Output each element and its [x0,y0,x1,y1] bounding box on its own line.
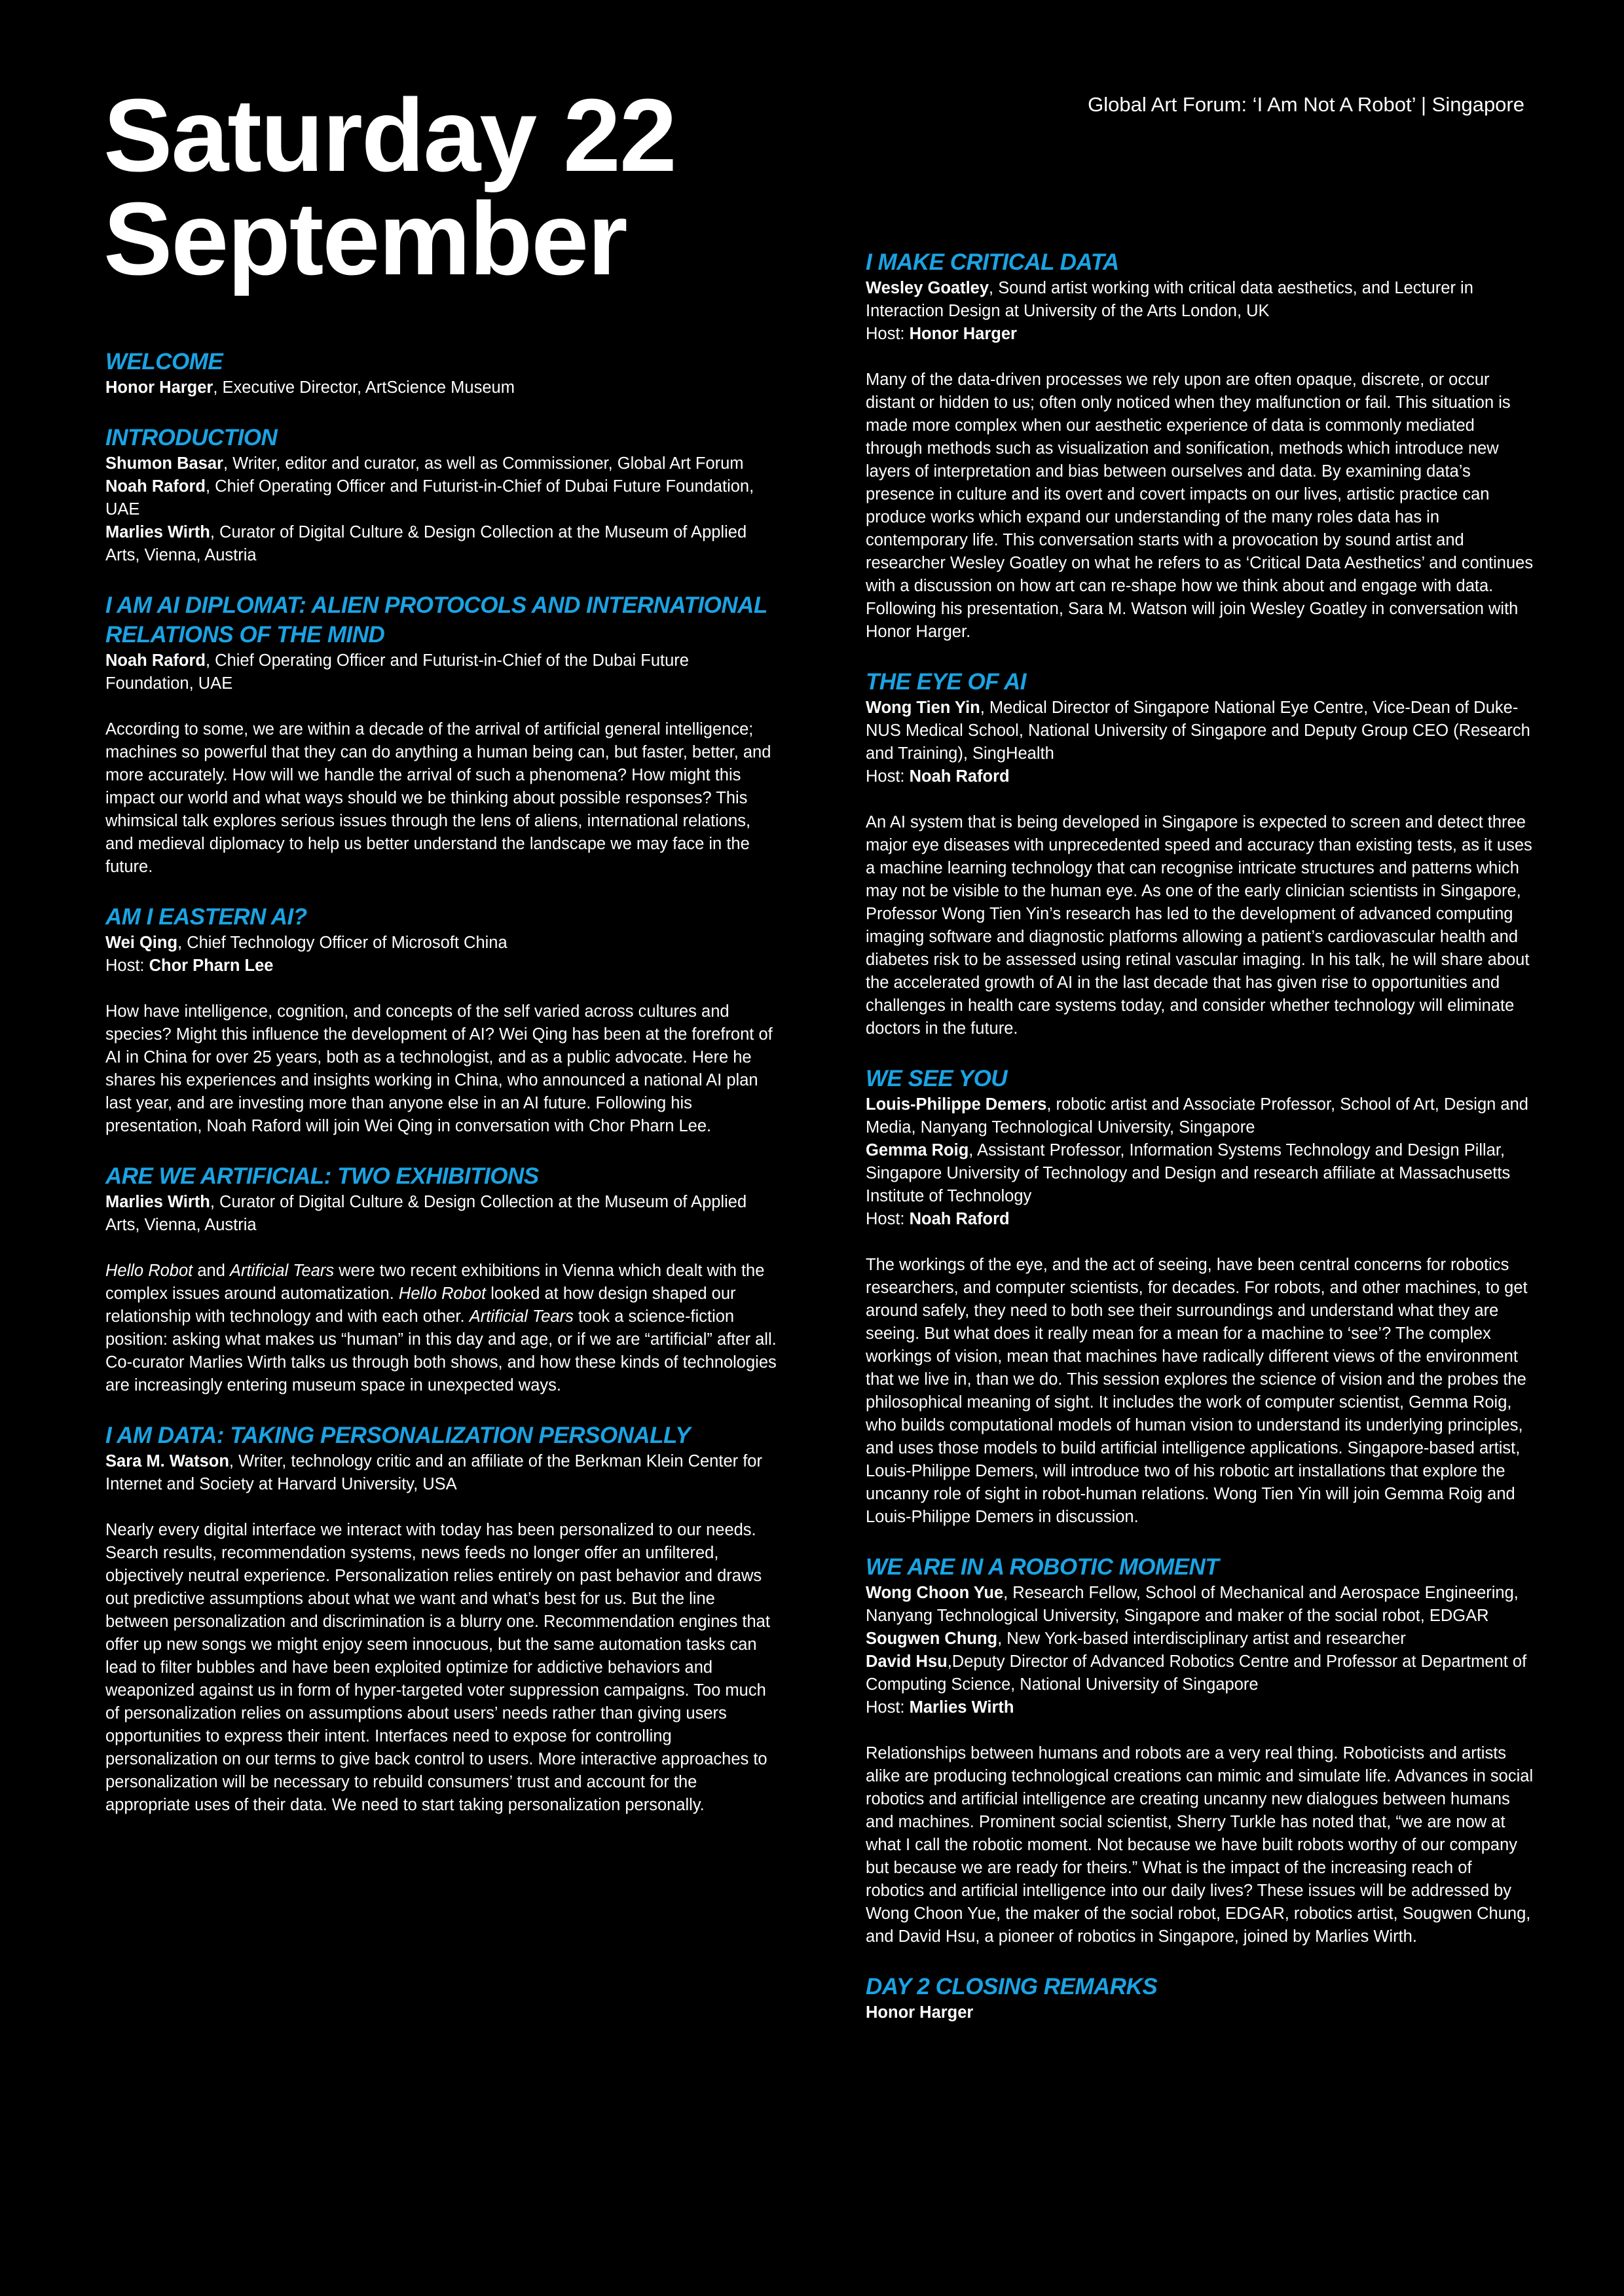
session-description [105,1260,780,1397]
host-name: Marlies Wirth [909,1698,1014,1717]
speaker-name: Wong Tien Yin [866,699,980,717]
speaker-role: , New York-based interdisciplinary artist and researcher [997,1630,1406,1648]
speaker-line [105,452,780,475]
description-text: How have intelligence, cognition, and concepts of the self varied across cultures and species? Might this influence the development of AI? Wei Qing has been at the forefront of AI in China for over 25 years, both as a technologist, and as a public advocate. Here he shares his experiences and insights working in China, who announced a national AI plan last year, and are investing more than anyone else in an AI future. Following his presentation, Noah Raford will join Wei Qing in conversation with Chor Pharn Lee. [105,1002,773,1135]
speaker-line [105,1191,780,1237]
session-section [866,667,1534,1040]
title-month: September [103,181,627,297]
speaker-line [866,1093,1534,1139]
session-section [866,1064,1534,1529]
speaker-line [866,277,1534,323]
session-heading: WELCOME [105,349,223,374]
speaker-role: , Writer, editor and curator, as well as Commissioner, Global Art Forum [223,454,744,473]
speaker-role: , Curator of Digital Culture & Design Collection at the Museum of Applied Arts, Vienna, Austria [105,1193,747,1234]
description-text: took a science-fiction position: asking what makes us “human” in this day and age, or if we are “artificial” after all. Co-curator Marlies Wirth talks us through both shows, and how these kinds of technologies are increasingly entering museum space in unexpected ways. [105,1307,777,1394]
speaker-line [866,1628,1534,1650]
italic-title: Artificial Tears [469,1307,574,1326]
session-heading: WE SEE YOU [866,1066,1008,1091]
speaker-role: , Chief Operating Officer and Futurist-in-Chief of the Dubai Future Foundation, UAE [105,651,689,693]
session-heading: I AM DATA: TAKING PERSONALIZATION PERSONALLY [105,1423,691,1448]
speaker-role: , Medical Director of Singapore National Eye Centre, Vice-Dean of Duke-NUS Medical School, National University of Singapore and Deputy Group CEO (Research and Training), SingHealth [866,699,1530,763]
event-name: Global Art Forum: ‘I Am Not A Robot’ | Singapore [1088,93,1524,116]
session-description [866,1742,1534,1948]
host-name: Chor Pharn Lee [149,957,274,975]
speaker-line [866,1139,1534,1208]
host-name: Noah Raford [909,767,1010,786]
speaker-name: Gemma Roig [866,1141,969,1159]
description-text: An AI system that is being developed in Singapore is expected to screen and detect three major eye diseases with unprecedented speed and accuracy than existing tests, as it uses a machine learning technology that can recognise intricate structures and patterns which may not be visible to the human eye. As one of the early clinician scientists in Singapore, Professor Wong Tien Yin’s research has led to the development of advanced computing imaging software and diagnostic platforms allowing a patient’s cardiovascular health and diabetes risk to be assessed using retinal vascular imaging. In his talk, he will share about the accelerated growth of AI in the last decade that has given rise to opportunities and challenges in health care systems today, and consider whether technology will eliminate doctors in the future. [866,813,1532,1038]
speaker-name: Noah Raford [105,477,206,496]
title-day: Saturday 22 [103,78,676,193]
description-text: looked at how design shaped our relationship with technology and with each other. [105,1285,736,1326]
session-section [105,423,780,567]
session-description [866,369,1534,644]
session-heading: I MAKE CRITICAL DATA [866,249,1119,275]
speaker-name: Wei Qing [105,934,178,952]
host-line [105,955,780,977]
speaker-line [105,376,780,399]
description-text: Many of the data-driven processes we rely upon are often opaque, discrete, or occur distant or hidden to us; often only noticed when they malfunction or fail. This situation is made more complex when our aesthetic experience of data is commonly mediated through methods such as visualization and sonification, methods which introduce new layers of interpretation and bias between ourselves and data. By examining data’s presence in culture and its overt and covert impacts on our lives, artistic practice can produce works which expand our understanding of the many roles data has in contemporary life. This conversation starts with a provocation by sound artist and researcher Wesley Goatley on what he refers to as ‘Critical Data Aesthetics’ and continues with a discussion on how art can re-shape how we think about and engage with data. Following his presentation, Sara M. Watson will join Wesley Goatley in conversation with Honor Harger. [866,371,1534,641]
description-text: and [193,1262,230,1280]
speaker-name: Wesley Goatley [866,279,989,297]
speaker-line [866,1582,1534,1628]
host-name: Honor Harger [909,325,1017,343]
description-text: According to some, we are within a decade of the arrival of artificial general intelligence; machines so powerful that they can do anything a human being can, but faster, better, and more accurately. How will we handle the arrival of such a phenomena? How might this impact our world and what ways should we be thinking about possible responses? This whimsical talk explores serious issues through the lens of aliens, international relations, and medieval diplomacy to help us better understand the landscape we may face in the future. [105,720,771,876]
host-label: Host: [866,1210,910,1228]
description-text: Relationships between humans and robots are a very real thing. Roboticists and artists alike are producing technological creations can mimic and simulate life. Advances in social robotics and artificial intelligence are creating uncanny new dialogues between humans and machines. Prominent social scientist, Sherry Turkle has noted that, “we are now at what I call the robotic moment. Not because we have built robots worthy of our company but because we are ready for theirs.” What is the impact of the increasing reach of robotics and artificial intelligence into our daily lives? These issues will be addressed by Wong Choon Yue, the maker of the social robot, EDGAR, robotics artist, Sougwen Chung, and David Hsu, a pioneer of robotics in Singapore, joined by Marlies Wirth. [866,1744,1534,1946]
session-description [866,811,1534,1040]
speaker-name: David Hsu [866,1652,948,1671]
speaker-role: , Chief Operating Officer and Futurist-in-Chief of Dubai Future Foundation, UAE [105,477,754,519]
speaker-name: Sougwen Chung [866,1630,998,1648]
session-section [866,247,1534,644]
session-section [105,591,780,879]
speaker-name: Shumon Basar [105,454,223,473]
session-heading: DAY 2 CLOSING REMARKS [866,1974,1158,1999]
right-column [866,247,1534,2048]
left-column [105,347,780,1840]
speaker-name: Marlies Wirth [105,1193,210,1211]
speaker-line [105,1450,780,1496]
speaker-name: Marlies Wirth [105,523,210,541]
session-heading: WE ARE IN A ROBOTIC MOMENT [866,1554,1219,1580]
session-section [105,1161,780,1397]
speaker-line [866,1650,1534,1696]
session-section [105,1421,780,1817]
session-description [105,1000,780,1138]
speaker-role: , Sound artist working with critical data aesthetics, and Lecturer in Interaction Design at University of the Arts London, UK [866,279,1473,320]
session-heading: INTRODUCTION [105,425,278,450]
speaker-line [866,697,1534,765]
speaker-role: ,Deputy Director of Advanced Robotics Centre and Professor at Department of Computing Science, National University of Singapore [866,1652,1527,1694]
speaker-name: Honor Harger [105,378,213,397]
speaker-name: Wong Choon Yue [866,1584,1004,1602]
speaker-name: Noah Raford [105,651,206,670]
session-heading: I AM AI DIPLOMAT: ALIEN PROTOCOLS AND INTERNATIONAL RELATIONS OF THE MIND [105,592,767,647]
speaker-name: Louis-Philippe Demers [866,1095,1047,1114]
speaker-line [105,521,780,567]
session-description [105,718,780,879]
speaker-name: Sara M. Watson [105,1452,229,1470]
page-title [103,78,676,297]
host-label: Host: [866,325,910,343]
description-text: The workings of the eye, and the act of seeing, have been central concerns for robotics researchers, and computer scientists, for decades. For robots, and other machines, to get around safely, they need to both see their surroundings and understand what they are seeing. But what does it really mean for a mean for a machine to ‘see’? The complex workings of vision, mean that machines have radically different views of the environment that we live in, than we do. This session explores the science of vision and the probes the philosophical meaning of sight. It includes the work of computer scientist, Gemma Roig, who builds computational models of human vision to understand its underlying principles, and uses those models to build artificial intelligence applications. Singapore-based artist, Louis-Philippe Demers, will introduce two of his robotic art installations that explore the uncanny role of sight in robot-human relations. Wong Tien Yin will join Gemma Roig and Louis-Philippe Demers in discussion. [866,1256,1528,1526]
session-section [866,1552,1534,1948]
italic-title: Hello Robot [105,1262,193,1280]
speaker-name: Honor Harger [866,2003,974,2022]
host-label: Host: [866,1698,910,1717]
speaker-role: , Executive Director, ArtScience Museum [213,378,515,397]
speaker-line [105,649,780,695]
host-line [866,323,1534,346]
description-text: Nearly every digital interface we interact with today has been personalized to our needs. Search results, recommendation systems, news feeds no longer offer an unfiltered, objectively neutral experience. Personalization relies entirely on past behavior and draws out predictive assumptions about what we want and what’s best for us. But the line between personalization and discrimination is a blurry one. Recommendation engines that offer up new songs we might enjoy seem innocuous, but the same automation tasks can lead to filter bubbles and have been exploited optimize for addictive behaviors and weaponized against us in form of hyper-targeted voter suppression campaigns. Too much of personalization relies on assumptions about users’ needs rather than giving users opportunities to express their intent. Interfaces need to expose for controlling personalization on our terms to give back control to users. More interactive approaches to personalization will be necessary to rebuild consumers’ trust and account for the appropriate uses of their data. We need to start taking personalization personally. [105,1521,770,1814]
host-label: Host: [105,957,149,975]
speaker-role: , Research Fellow, School of Mechanical and Aerospace Engineering, Nanyang Technological University, Singapore and maker of the social robot, EDGAR [866,1584,1519,1625]
host-name: Noah Raford [909,1210,1010,1228]
speaker-role: , Assistant Professor, Information Systems Technology and Design Pillar, Singapore University of Technology and Design and research affiliate at Massachusetts Institute of Technology [866,1141,1511,1205]
host-line [866,765,1534,788]
italic-title: Artificial Tears [229,1262,335,1280]
italic-title: Hello Robot [398,1285,487,1303]
speaker-line [105,475,780,521]
description-text: were two recent exhibitions in Vienna which dealt with the complex issues around automatization. [105,1262,765,1303]
session-section [105,347,780,399]
session-description [866,1254,1534,1529]
host-line [866,1208,1534,1231]
host-label: Host: [866,767,910,786]
speaker-role: , Writer, technology critic and an affiliate of the Berkman Klein Center for Internet and Society at Harvard University, USA [105,1452,762,1493]
session-description [105,1519,780,1817]
session-heading: ARE WE ARTIFICIAL: TWO EXHIBITIONS [105,1163,539,1189]
speaker-role: , Curator of Digital Culture & Design Collection at the Museum of Applied Arts, Vienna, Austria [105,523,747,564]
session-section [866,1972,1534,2024]
host-line [866,1696,1534,1719]
session-section [105,902,780,1138]
speaker-line [866,2001,1534,2024]
speaker-role: , robotic artist and Associate Professor, School of Art, Design and Media, Nanyang Technological University, Singapore [866,1095,1528,1137]
speaker-role: , Chief Technology Officer of Microsoft China [177,934,507,952]
speaker-line [105,932,780,955]
session-heading: AM I EASTERN AI? [105,904,307,930]
session-heading: THE EYE OF AI [866,669,1027,695]
